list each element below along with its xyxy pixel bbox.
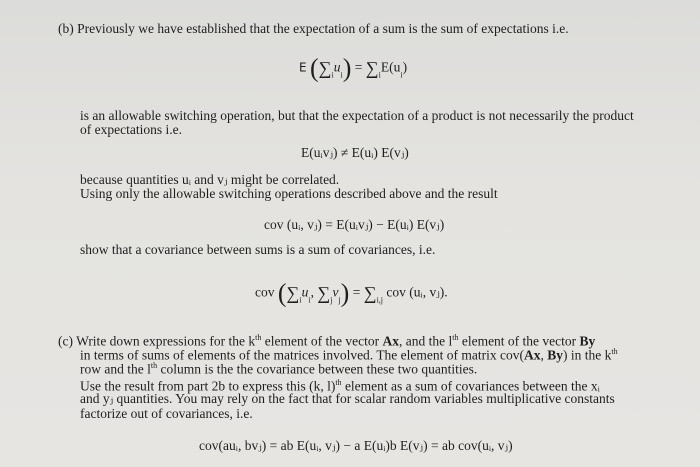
part-c-line2: in terms of sums of elements of the matrices involved. The element of matrix cov(Ax, By) in the $k^{th}$: [80, 347, 618, 363]
part-b-line5: Using only the allowable switching operations described above and the result: [80, 186, 498, 201]
eq1-rhs: E(u: [380, 59, 401, 75]
eq4-equals: =: [352, 284, 361, 300]
part-b-intro: (b) Previously we have established that the expectation of a sum is the sum of expectations i.e.: [58, 21, 569, 36]
eq1-sum-term: u: [333, 59, 341, 75]
equation-product-expectation: E(uᵢvⱼ) ≠ E(uᵢ) E(vⱼ): [301, 145, 409, 160]
part-c-line6: factorize out of covariances, i.e.: [80, 406, 253, 421]
equation-expectation-sum: E $(\sum_iu_i) = \sum_iE(u_i)$: [299, 53, 408, 83]
eq1-expectation-symbol: E: [299, 60, 307, 75]
part-c-line1: (c) Write down expressions for the $k^{th}$ element of the vector Ax, and the $l^{th}$ element of the vector By: [58, 333, 596, 349]
part-c-line3: row and the $l^{th}$ column is the the covariance between these two quantities.: [80, 361, 478, 377]
part-c-line4: Use the result from part 2b to express this (k, l)$^{th}$ element as a sum of covariances between the xᵢ: [80, 378, 600, 394]
part-c-line5: and yⱼ quantities. You may rely on the fact that for scalar random variables multiplicative constants: [80, 391, 615, 406]
part-b-line2: is an allowable switching operation, but that the expectation of a product is not necessarily the product: [80, 108, 634, 123]
part-b-line6: show that a covariance between sums is a sum of covariances, i.e.: [80, 242, 436, 257]
equation-covariance-of-sums: cov ($\sum_iu_i$, $\sum_jv_j) = \sum_{i,j}$ cov (uᵢ, vⱼ).: [255, 278, 448, 308]
equation-covariance-definition: cov (uᵢ, vⱼ) = E(uᵢvⱼ) − E(uᵢ) E(vⱼ): [264, 217, 445, 232]
part-b-line3: of expectations i.e.: [80, 122, 182, 137]
part-b-line4: because quantities uᵢ and vⱼ might be correlated.: [80, 172, 340, 187]
eq4-rhs: cov (uᵢ, vⱼ).: [386, 284, 448, 300]
equation-covariance-constants: cov(auᵢ, bvⱼ) = ab E(uᵢ, vⱼ) − a E(uᵢ)b E(vⱼ) = ab cov(uᵢ, vⱼ): [199, 438, 513, 453]
eq1-equals: =: [354, 59, 363, 75]
eq4-cov: cov: [255, 284, 275, 300]
